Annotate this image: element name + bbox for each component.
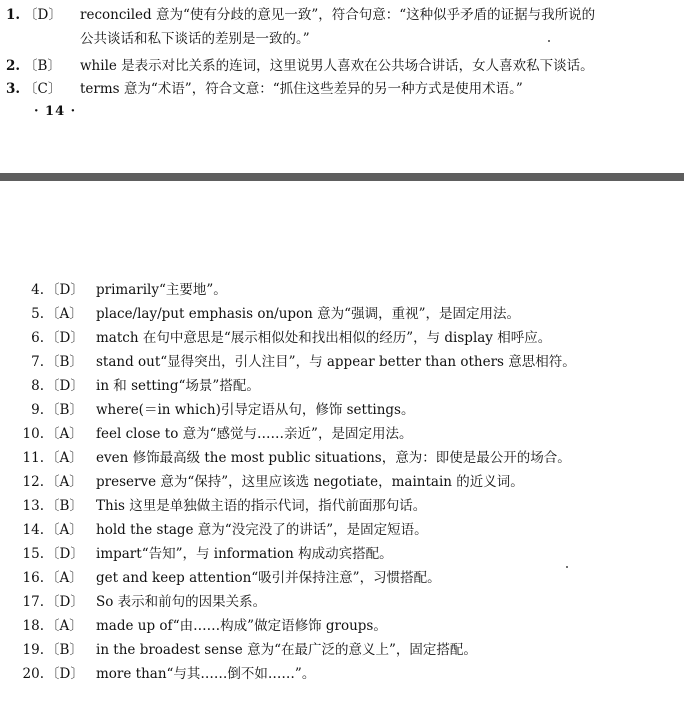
answer-explanation: feel close to 意为“感觉与……亲近”，是固定用法。 — [96, 426, 413, 442]
answer-explanation: more than“与其……倒不如……”。 — [96, 666, 316, 682]
answer-number: 9. — [31, 402, 44, 418]
answer-code: 〔B〕 — [46, 354, 83, 370]
answer-explanation: where(＝in which)引导定语从句，修饰 settings。 — [96, 402, 415, 418]
answer-code: 〔D〕 — [46, 282, 84, 298]
answer-row — [22, 593, 266, 611]
answer-number: 7. — [31, 354, 44, 370]
answer-number: 8. — [31, 378, 44, 394]
answer-number: 1. — [6, 7, 21, 23]
page-number: · 14 · — [34, 104, 77, 119]
answer-code: 〔D〕 — [46, 330, 84, 346]
answer-code: 〔A〕 — [46, 474, 83, 490]
answer-explanation: in the broadest sense 意为“在最广泛的意义上”，固定搭配。 — [96, 642, 477, 658]
answer-explanation: preserve 意为“保持”，这里应该选 negotiate，maintain 的近义词。 — [96, 474, 524, 490]
answer-number: 3. — [6, 81, 21, 97]
answer-row — [22, 473, 524, 491]
answer-explanation: place/lay/put emphasis on/upon 意为“强调，重视”，是固定用法。 — [96, 306, 520, 322]
answer-explanation: impart“告知”，与 information 构成动宾搭配。 — [96, 546, 393, 562]
answer-row — [22, 641, 477, 659]
answer-number: 11. — [22, 450, 44, 466]
scan-speck — [548, 40, 550, 42]
answer-code: 〔A〕 — [46, 618, 83, 634]
answer-code: 〔A〕 — [46, 306, 83, 322]
page-divider — [0, 173, 684, 181]
answer-row — [22, 425, 412, 443]
answer-explanation: So 表示和前句的因果关系。 — [96, 594, 267, 610]
top-page-fragment — [0, 0, 684, 140]
answer-number: 4. — [31, 282, 44, 298]
answer-row — [22, 329, 551, 347]
answer-row — [22, 377, 260, 395]
answer-explanation: while 是表示对比关系的连词，这里说男人喜欢在公共场合讲话，女人喜欢私下谈话。 — [80, 58, 594, 74]
answer-explanation: terms 意为“术语”，符合文意：“抓住这些差异的另一种方式是使用术语。” — [80, 81, 523, 97]
answer-explanation: primarily“主要地”。 — [96, 282, 227, 298]
answer-code: 〔B〕 — [46, 498, 83, 514]
answer-number: 5. — [31, 306, 44, 322]
answer-number: 2. — [6, 58, 21, 74]
answer-row — [22, 401, 414, 419]
answer-number: 13. — [22, 498, 44, 514]
answer-row — [22, 521, 428, 539]
answer-explanation: hold the stage 意为“没完没了的讲话”，是固定短语。 — [96, 522, 428, 538]
answer-row — [6, 6, 595, 24]
answer-code: 〔B〕 — [46, 402, 83, 418]
answer-code: 〔A〕 — [46, 522, 83, 538]
answer-row — [22, 665, 315, 683]
answer-code: 〔A〕 — [46, 426, 83, 442]
answer-number: 19. — [22, 642, 44, 658]
answer-explanation: stand out“显得突出，引人注目”，与 appear better than others 意思相符。 — [96, 354, 576, 370]
answer-number: 20. — [22, 666, 44, 682]
answer-explanation: even 修饰最高级 the most public situations，意为：即使是最公开的场合。 — [96, 450, 571, 466]
answer-number: 6. — [31, 330, 44, 346]
answer-code: 〔D〕 — [24, 7, 62, 23]
answer-code: 〔B〕 — [24, 58, 61, 74]
answer-continuation: 公共谈话和私下谈话的差别是一致的。” — [80, 31, 310, 47]
answer-row — [22, 353, 576, 371]
answer-row — [6, 80, 523, 98]
answer-number: 18. — [22, 618, 44, 634]
answer-row — [22, 449, 571, 467]
answer-number: 12. — [22, 474, 44, 490]
answer-number: 14. — [22, 522, 44, 538]
answer-explanation: reconciled 意为“使有分歧的意见一致”，符合句意：“这种似乎矛盾的证据与我所说的 — [80, 7, 596, 23]
answer-row — [22, 281, 227, 299]
answer-code: 〔D〕 — [46, 594, 84, 610]
answer-row — [6, 57, 594, 75]
answer-code: 〔C〕 — [24, 81, 62, 97]
answer-code: 〔B〕 — [46, 642, 83, 658]
answer-number: 15. — [22, 546, 44, 562]
answer-code: 〔A〕 — [46, 570, 83, 586]
answer-row — [22, 545, 393, 563]
answer-number: 17. — [22, 594, 44, 610]
answer-explanation: match 在句中意思是“展示相似处和找出相似的经历”，与 display 相呼应。 — [96, 330, 552, 346]
answer-code: 〔D〕 — [46, 378, 84, 394]
answer-explanation: This 这里是单独做主语的指示代词，指代前面那句话。 — [96, 498, 427, 514]
answer-code: 〔A〕 — [46, 450, 83, 466]
answer-row — [22, 305, 520, 323]
scan-speck — [566, 566, 568, 568]
answer-explanation: get and keep attention“吸引并保持注意”，习惯搭配。 — [96, 570, 441, 586]
answer-row — [22, 497, 426, 515]
answer-row — [22, 569, 441, 587]
answer-number: 10. — [22, 426, 44, 442]
answer-code: 〔D〕 — [46, 546, 84, 562]
answer-explanation: made up of“由……构成”做定语修饰 groups。 — [96, 618, 387, 634]
answer-explanation: in 和 setting“场景”搭配。 — [96, 378, 260, 394]
answer-code: 〔D〕 — [46, 666, 84, 682]
answer-number: 16. — [22, 570, 44, 586]
answer-row — [22, 617, 387, 635]
